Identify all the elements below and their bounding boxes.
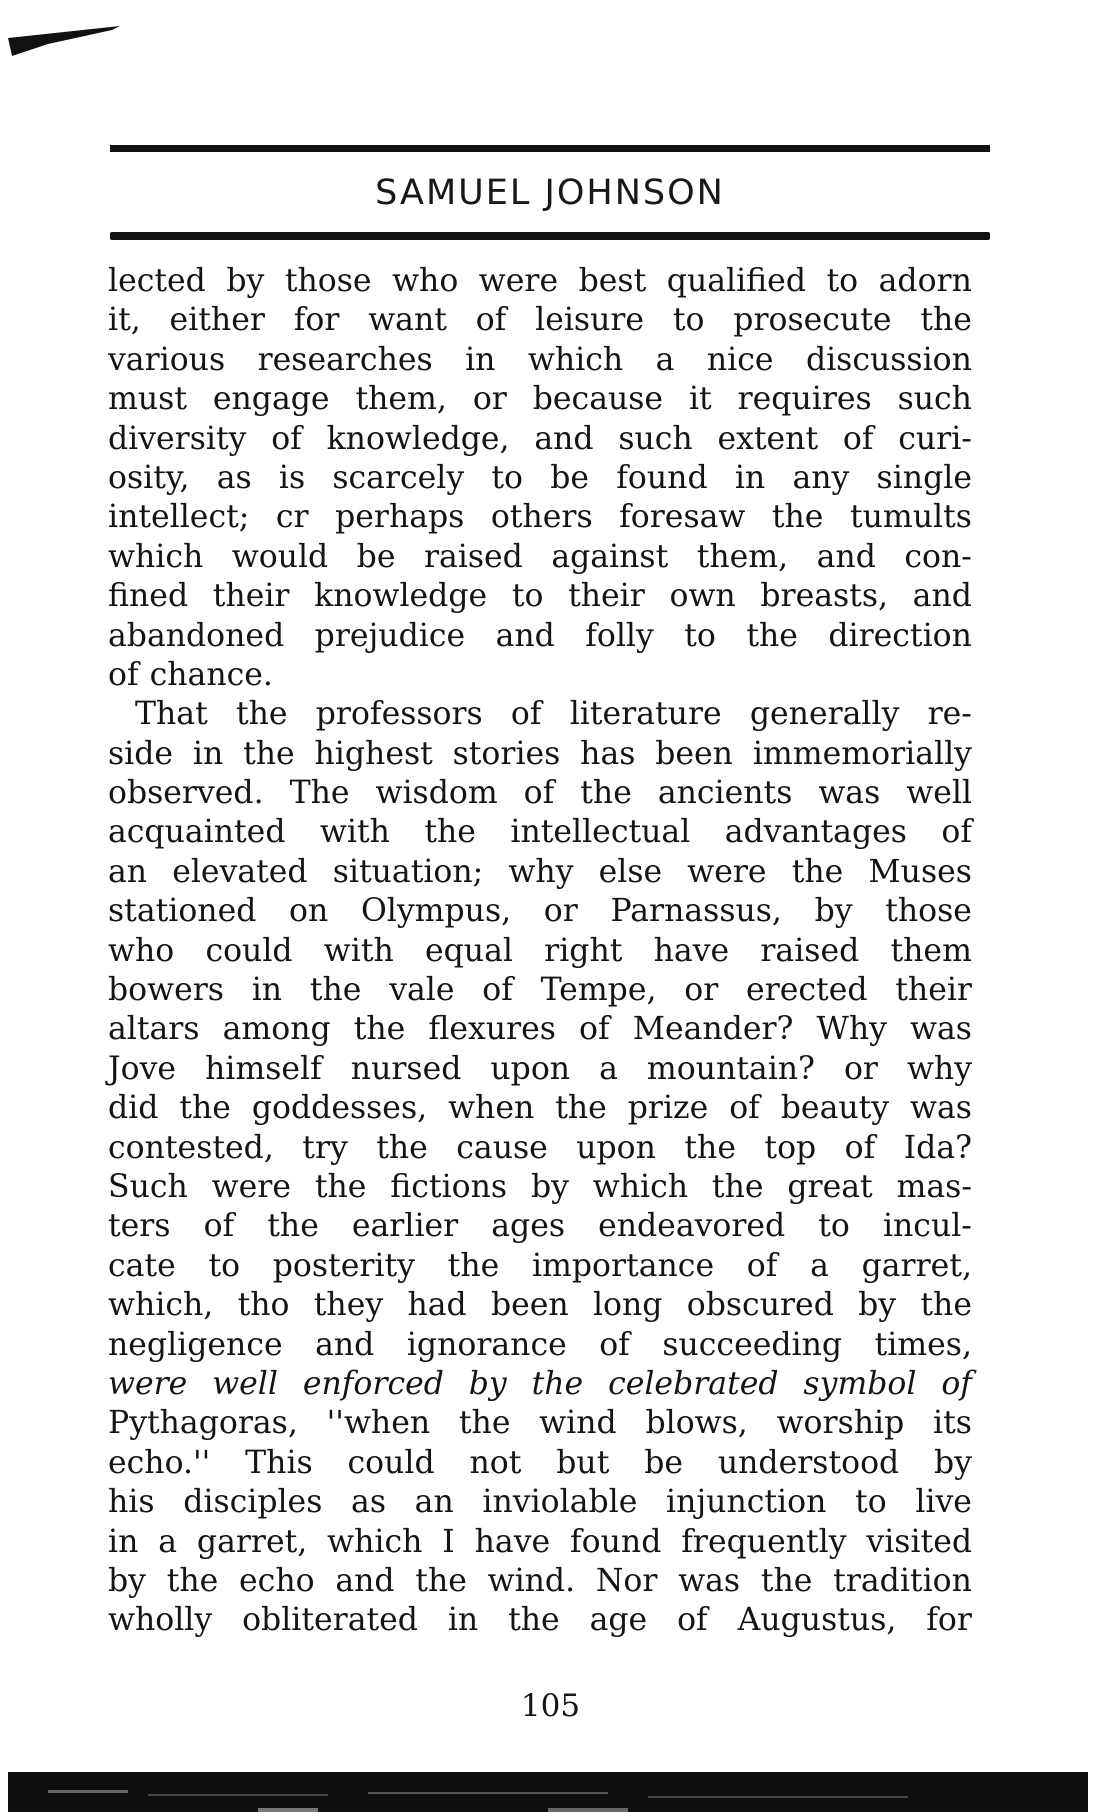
text-line: observed. The wisdom of the ancients was well	[108, 775, 972, 812]
text-line: it, either for want of leisure to prosecute the	[108, 302, 972, 339]
text-line: of chance.	[108, 656, 273, 693]
text-line: abandoned prejudice and folly to the direction	[108, 617, 972, 654]
text-line: wholly obliterated in the age of Augustus, for	[108, 1602, 972, 1639]
bottom-rule	[8, 1770, 1088, 1816]
title-rule	[110, 232, 990, 240]
text-line: lected by those who were best qualified to adorn	[108, 263, 972, 299]
text-line: in a garret, which I have found frequently visited	[108, 1523, 972, 1560]
text-line: did the goddesses, when the prize of beauty was	[108, 1090, 972, 1127]
text-line: by the echo and the wind. Nor was the tradition	[108, 1562, 972, 1599]
text-line: must engage them, or because it requires such	[108, 381, 972, 418]
text-line: contested, try the cause upon the top of Ida?	[108, 1129, 972, 1166]
text-line: side in the highest stories has been immemorially	[108, 735, 972, 772]
text-line: which would be raised against them, and con-	[108, 538, 972, 575]
text-line: acquainted with the intellectual advantages of	[108, 814, 972, 851]
text-line: fined their knowledge to their own breasts, and	[108, 578, 972, 615]
page-number: 105	[520, 1688, 581, 1724]
text-line: various researches in which a nice discussion	[108, 341, 972, 378]
text-line: intellect; cr perhaps others foresaw the tumults	[108, 499, 972, 536]
text-line: That the professors of literature generally re-	[135, 696, 972, 733]
text-line: bowers in the vale of Tempe, or erected their	[108, 972, 972, 1009]
text-line: cate to posterity the importance of a garret,	[108, 1247, 972, 1284]
text-line: echo.'' This could not but be understood by	[108, 1444, 972, 1481]
text-line: diversity of knowledge, and such extent of curi-	[108, 420, 972, 457]
text-line: his disciples as an inviolable injunction to live	[108, 1484, 972, 1521]
text-line: were well enforced by the celebrated symbol of	[108, 1365, 972, 1402]
text-line: ters of the earlier ages endeavored to incul-	[108, 1208, 972, 1245]
top-rule	[110, 145, 990, 152]
text-line: who could with equal right have raised them	[108, 932, 972, 969]
text-line: negligence and ignorance of succeeding times,	[108, 1326, 972, 1363]
text-line: altars among the flexures of Meander? Why was	[108, 1011, 972, 1048]
text-line: an elevated situation; why else were the Muses	[108, 853, 972, 890]
text-line: which, tho they had been long obscured by the	[108, 1287, 972, 1324]
body-text	[108, 262, 972, 1641]
text-line: Pythagoras, ''when the wind blows, worship its	[108, 1405, 972, 1442]
text-line: Such were the fictions by which the great mas-	[108, 1168, 972, 1205]
running-title: SAMUEL JOHNSON	[375, 173, 725, 213]
text-line: Jove himself nursed upon a mountain? or why	[108, 1050, 972, 1087]
text-line: osity, as is scarcely to be found in any single	[108, 459, 972, 496]
corner-printer-mark	[8, 26, 120, 58]
text-line: stationed on Olympus, or Parnassus, by those	[108, 893, 972, 930]
